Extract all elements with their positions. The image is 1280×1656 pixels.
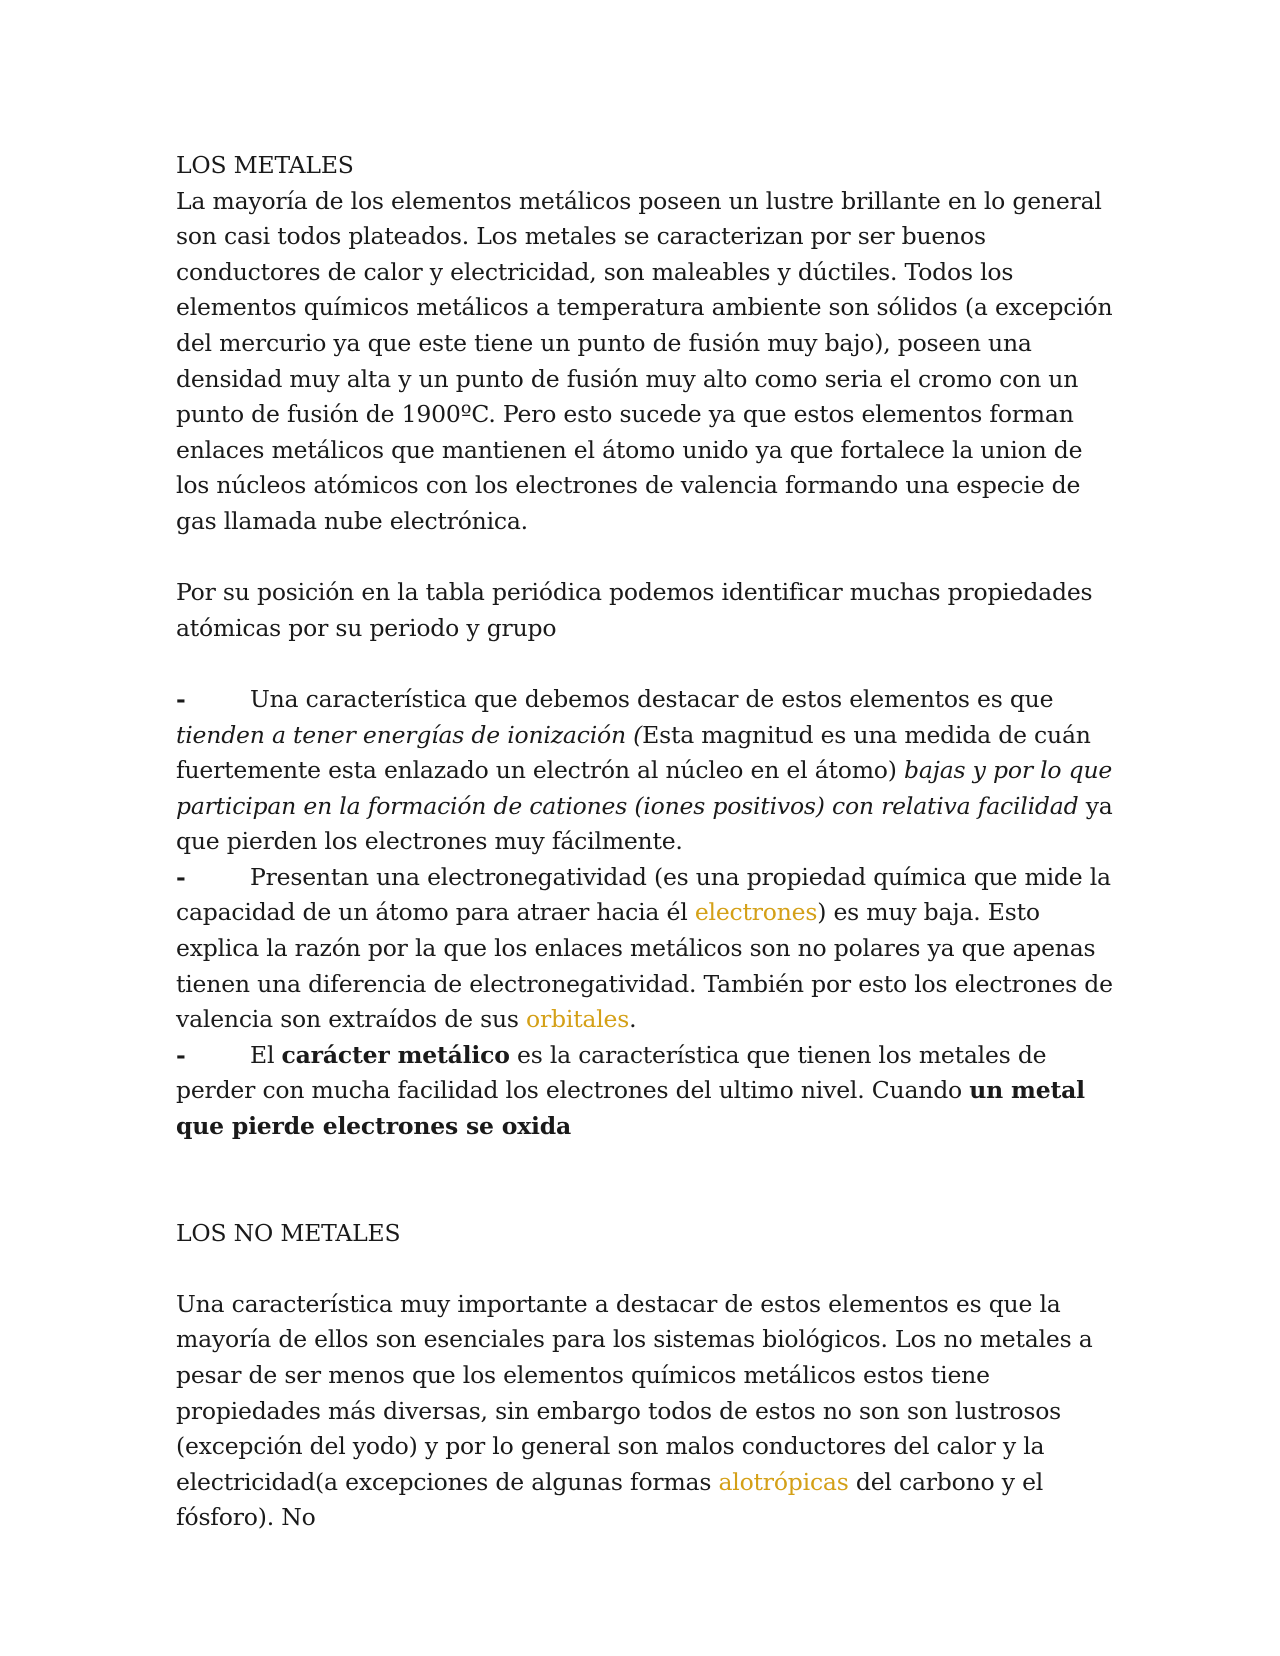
bullet-italic-text: tienden a tener energías de ionización (: [176, 720, 643, 749]
spacer: [176, 646, 1120, 682]
bullet-text: .: [629, 1005, 637, 1034]
bullet-bold-text: carácter metálico: [281, 1040, 510, 1069]
document-body: [176, 148, 1120, 1536]
bullet-marker: -: [176, 862, 186, 891]
link-alotropicas[interactable]: alotrópicas: [718, 1467, 849, 1496]
bullet-text: Esta magnitud es una medida de cuán fuertemente esta enlazado un electrón al núcleo en el átomo): [176, 720, 1091, 785]
link-electrones[interactable]: electrones: [694, 898, 818, 927]
bullet-text: ya que pierden los electrones muy fácilmente.: [176, 791, 1113, 856]
bullet-text: ) es muy baja. Esto explica la razón por la que los enlaces metálicos son no polares ya que apenas tienen una diferencia de electronegatividad. También por esto los electrones de valencia son extraídos de sus: [176, 898, 1113, 1034]
bullet-text: Presentan una electronegatividad (es una propiedad química que mide la capacidad de un átomo para atraer hacia él: [176, 862, 1111, 927]
spacer: [176, 540, 1120, 576]
bullet-ionizacion: [176, 682, 1120, 860]
section-heading-no-metales: LOS NO METALES: [176, 1218, 401, 1247]
bullet-electronegatividad: [176, 860, 1120, 1038]
paragraph-no-metales: [176, 1287, 1120, 1536]
bullet-marker: -: [176, 1040, 186, 1069]
section-heading-metales: LOS METALES: [176, 151, 354, 179]
paragraph-text: Una característica muy importante a destacar de estos elementos es que la mayoría de ellos son esenciales para los sistemas biológicos. Los no metales a pesar de ser menos que los elementos químicos metálicos estos tiene propiedades más diversas, sin embargo todos de estos no son son lustrosos (excepción del yodo) y por lo general son malos conductores del calor y la electricidad(a excepciones de algunas formas: [176, 1289, 1093, 1496]
paragraph-metales-intro: La mayoría de los elementos metálicos poseen un lustre brillante en lo general son casi todos plateados. Los metales se caracterizan por ser buenos conductores de calor y electricidad, son maleables y dúctiles. Todos los elementos químicos metálicos a temperatura ambiente son sólidos (a excepción del mercurio ya que este tiene un punto de fusión muy bajo), poseen una densidad muy alta y un punto de fusión muy alto como seria el cromo con un punto de fusión de 1900ºC. Pero esto sucede ya que estos elementos forman enlaces metálicos que mantienen el átomo unido ya que fortalece la union de los núcleos atómicos con los electrones de valencia formando una especie de gas llamada nube electrónica.: [176, 186, 1113, 535]
bullet-marker: -: [176, 684, 186, 713]
spacer: [176, 1145, 1120, 1216]
paragraph-tabla-periodica: Por su posición en la tabla periódica podemos identificar muchas propiedades atómicas por su periodo y grupo: [176, 578, 1093, 642]
bullet-bold-text: un metal que pierde electrones se oxida: [176, 1076, 1085, 1141]
bullet-text: es la característica que tienen los metales de perder con mucha facilidad los electrones del ultimo nivel. Cuando: [176, 1040, 1047, 1105]
bullet-text: El: [250, 1040, 282, 1069]
link-orbitales[interactable]: orbitales: [526, 1005, 630, 1034]
spacer: [176, 1251, 1120, 1287]
bullet-caracter-metalico: [176, 1038, 1120, 1145]
bullet-italic-text: bajas y por lo que participan en la formación de cationes (iones positivos) con relativa facilidad: [176, 756, 1113, 820]
paragraph-text: del carbono y el fósforo). No: [176, 1467, 1044, 1532]
bullet-text: Una característica que debemos destacar de estos elementos es que: [250, 684, 1054, 713]
